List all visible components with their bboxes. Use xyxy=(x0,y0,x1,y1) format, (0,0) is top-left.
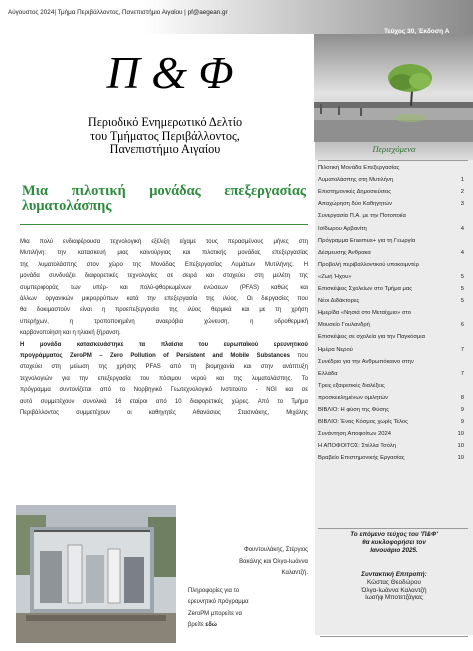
toc-item[interactable] xyxy=(318,357,466,368)
toc-item-label: Νέοι Διδάκτορες xyxy=(318,298,360,305)
body-line: Φουντουλάκης, Στέργιος xyxy=(243,547,308,553)
next-issue-line: θα κυκλοφορήσει τον xyxy=(362,538,426,546)
toc-item-label: Συνέδριο για την Ανθρωπόκαινο στην xyxy=(318,358,414,365)
toc-item[interactable] xyxy=(318,248,466,259)
toc-item-label: Επιστημονικές Δημοσιεύσεις xyxy=(318,189,392,196)
body-line: συμπεριφοράς των υπέρ- και πολύ-φθοριωμένων ενώσεων (PFAS) καθώς και xyxy=(20,284,308,291)
toc-item[interactable] xyxy=(318,308,466,319)
body-line: τεχνολογιών για την επεξεργασία του πόσιμου νερού και της λυματολάσπης. Το xyxy=(20,375,308,382)
committee-member: Όλγα-Ιωάννα Καλαντζή xyxy=(361,586,427,594)
body-line: Μυτιλήνη: την κατασκευή μιας καινούργιας και πιλοτικής μονάδας επεξεργασίας xyxy=(20,250,308,257)
next-issue-note xyxy=(315,531,473,554)
toc-item-page: 7 xyxy=(460,346,464,353)
headline-rule xyxy=(20,224,308,225)
toc-item-label: ΒΙΒΛΙΟ: Η φύση της Φύσης xyxy=(318,407,390,413)
toc-item-label: Συνεργασία Π.Α. με την Ποτοποιία xyxy=(318,213,406,220)
body-line: στοχεύει στη μείωση της χρήσης PFAS από τη βιομηχανία και στην ανάπτυξη xyxy=(20,364,308,371)
toc-item-label: ΒΙΒΛΙΟ: Ένας Κόσμος χωρίς Τέλος xyxy=(318,419,408,426)
toc-item-page: 8 xyxy=(460,394,464,401)
toc-item[interactable] xyxy=(318,441,466,452)
toc-item-page: 4 xyxy=(460,249,464,256)
toc-item[interactable] xyxy=(318,224,466,235)
toc-item[interactable] xyxy=(318,211,466,222)
toc-item-label: Δέσμευσης Άνθρακα xyxy=(318,249,371,256)
toc-item-page: 10 xyxy=(457,455,464,462)
committee-member: Κώστας Θεοδώρου xyxy=(367,578,421,586)
toc-item-label: Η ΑΠΟΦΟΙΤΟΣ: Στέλλα Τσόλη xyxy=(318,443,396,450)
body-line: θα δοκιμαστούν είναι η προεπεξεργασία της ιλύος θερμικά και με τη χρήση xyxy=(20,307,308,314)
toc-item-label: Πρόγραμμα Erasmus+ για τη Γεωργία xyxy=(318,237,416,244)
toc-item-label: Πιλοτική Μονάδα Επεξεργασίας xyxy=(318,165,400,171)
headline-line-2: λυματολάσπης xyxy=(22,198,112,214)
body-line: υπερήχων, η τροποποιημένη αναερόβια χώνευση, η υδροθερμική xyxy=(20,318,308,325)
toc-item-label: Ημέρα Νερού xyxy=(318,346,353,353)
headline-word: Μια xyxy=(22,183,49,199)
body-line: αυτό συμμετέχουν συνολικά 16 εταίροι από 10 διαφορετικές χώρες. Από το Τμήμα xyxy=(20,398,308,405)
subtitle-line: του Τμήματος Περιβάλλοντος, xyxy=(90,128,240,143)
toc-item-label: Τρεις εξαιρετικές διαλέξεις xyxy=(318,382,385,389)
toc-item-page: 5 xyxy=(460,298,464,305)
toc-item-page: 6 xyxy=(460,322,464,329)
body-line: Βακάλης και Όλγα-Ιωάννα xyxy=(239,559,308,565)
toc-item-label: Λυματολάσπης στη Μυτιλήνη xyxy=(318,177,393,184)
toc-item-label: Ισίδωρου Αρβανίτη xyxy=(318,225,367,232)
committee-member: Ιωσήφ Μποτετζάγιας xyxy=(365,594,423,602)
info-line: βρείτε xyxy=(188,622,204,629)
toc-item[interactable] xyxy=(318,417,466,428)
pilot-unit-photo xyxy=(16,505,176,643)
toc-item[interactable] xyxy=(318,345,466,356)
headline-word: επεξεργασίας xyxy=(224,183,306,199)
toc-item-label: Απαχώρηση δύο Καθηγητών xyxy=(318,201,393,208)
toc-item[interactable] xyxy=(318,199,466,210)
subtitle-line: Περιοδικό Ενημερωτικό Δελτίο xyxy=(87,115,243,129)
toc-item-page: 4 xyxy=(460,225,464,232)
toc-item-label: Ημερίδα «Νησιά στο Μεταίχμιο» στο xyxy=(318,310,411,317)
toc-item[interactable] xyxy=(318,381,466,392)
article-headline xyxy=(22,184,306,214)
toc-item-label: Προβολή περιβαλλοντικού υποκοιμντέρ xyxy=(318,261,420,268)
toc-item-page: 7 xyxy=(460,370,464,377)
body-line: Περιβάλλοντος συμμετέχουν οι καθηγητές Αθανάσιος Στασινάκης, Μιχάλης xyxy=(20,410,308,417)
body-line-bold: Η μονάδα κατασκευάστηκε τα πλαίσια του ευρωπαϊκού ερευνητικού xyxy=(20,341,308,348)
next-issue-line: Ιανουάριο 2025. xyxy=(370,546,418,554)
issue-label: Τεύχος 30, Έκδοση Α xyxy=(384,28,450,35)
toc-item-label: Μουσείο Γουλανδρή xyxy=(318,322,370,329)
header-line: Αύγουστος 2024| Τμήμα Περιβάλλοντος, Πανεπιστήμιο Αιγαίου | pf@aegean.gr xyxy=(8,9,228,16)
toc-item-page: 9 xyxy=(460,419,464,426)
toc-item[interactable] xyxy=(318,296,466,307)
toc-item[interactable] xyxy=(318,320,466,331)
toc-item-label: Ελλάδα xyxy=(318,370,338,377)
toc-item[interactable] xyxy=(318,260,466,271)
toc-item[interactable] xyxy=(318,187,466,198)
toc-item-page: 3 xyxy=(460,201,464,208)
bottom-rule xyxy=(320,636,468,637)
body-line: Μια πολύ ενδιαφέρουσα τεχνολογική εξέλιξη είχαμε τους περασμένους μήνες στη xyxy=(20,239,308,245)
toc-item-label: προσκεκλημένων ομιλητών xyxy=(318,394,389,401)
toc-item[interactable] xyxy=(318,175,466,186)
info-paragraph xyxy=(188,586,308,632)
masthead-subtitle xyxy=(30,116,300,157)
toc-item[interactable] xyxy=(318,272,466,283)
toc-item-label: Επισκέψεις σε σχολεία για την Παγκόσμια xyxy=(318,334,425,341)
next-issue-line: Το επόμενο τεύχος του 'Π&Φ' xyxy=(350,531,438,538)
toc-item-label: Επισκέψεις Σχολείων στο Τμήμα μας xyxy=(318,286,412,292)
toc-item-label: Βραβείο Επιστημονικής Εργασίας xyxy=(318,455,405,462)
toc-item[interactable] xyxy=(318,393,466,404)
body-line: πρόγραμμα συντονίζεται από το Νορβηγικό Γεωτεχνολογικό Ινστιτούτο - NGI και σε xyxy=(20,387,308,394)
toc-item-label: «Ζωή Ήχου» xyxy=(318,273,352,280)
body-line-bold: προγράμματος ZeroPM – Zero Pollution of Persistent and Mobile Substances xyxy=(20,353,290,360)
toc-item[interactable] xyxy=(318,332,466,343)
toc-item[interactable] xyxy=(318,453,466,464)
subtitle-line: Πανεπιστήμιο Αιγαίου xyxy=(109,142,221,157)
toc-item-page: 2 xyxy=(460,189,464,196)
info-link[interactable]: εδώ xyxy=(205,622,217,629)
toc-divider-bottom xyxy=(318,528,468,529)
toc-item-label: Συνάντηση Αποφοίτων 2024 xyxy=(318,431,391,438)
toc-item[interactable] xyxy=(318,163,466,174)
toc-item-page: 10 xyxy=(457,431,464,438)
body-line: καρβονοποίηση και η ηλιακή ξήρανση. xyxy=(20,330,121,337)
toc-item[interactable] xyxy=(318,429,466,440)
hero-tree-photo xyxy=(314,34,473,142)
toc-item[interactable] xyxy=(318,236,466,247)
info-line: ερευνητικό πρόγραμμα xyxy=(188,599,249,606)
toc-item[interactable] xyxy=(318,405,466,416)
article-body xyxy=(20,237,308,420)
info-line: Πληροφορίες για το xyxy=(188,588,240,594)
committee-title: Συντακτική Επιτροπή: xyxy=(361,571,427,578)
body-line: Καλαντζή. xyxy=(281,570,308,576)
toc-divider xyxy=(318,160,468,161)
info-line: ZeroPM μπορείτε να xyxy=(188,610,242,617)
body-line: μονάδα συνδυάζει διαφορετικές τεχνολογίες σε σειρά και στοχεύει στη μελέτη της xyxy=(20,273,308,280)
body-line: άλλων οργανικών μικρορρύπων κατά την επεξεργασία της ιλύος. Οι διεργασίες που xyxy=(20,296,308,303)
toc-item[interactable] xyxy=(318,284,466,295)
masthead-title: Π & Φ xyxy=(106,47,234,98)
toc-item-page: 5 xyxy=(460,273,464,280)
editorial-committee xyxy=(315,571,473,602)
body-line: της λυματολάσπης στον χώρο της Μονάδας Επεξεργασίας Λυμάτων Μυτιλήνης. Η xyxy=(20,261,308,268)
toc-item-page: 9 xyxy=(460,407,464,413)
headline-word: πιλοτική xyxy=(71,183,126,199)
body-text: που xyxy=(289,353,308,360)
toc-item-page: 10 xyxy=(457,443,464,450)
toc-item-page: 1 xyxy=(460,177,464,184)
headline-word: μονάδας xyxy=(149,183,201,199)
sidebar-title: Περιεχόμενα xyxy=(372,144,416,154)
toc-item[interactable] xyxy=(318,369,466,380)
toc-item-page: 5 xyxy=(460,286,464,292)
